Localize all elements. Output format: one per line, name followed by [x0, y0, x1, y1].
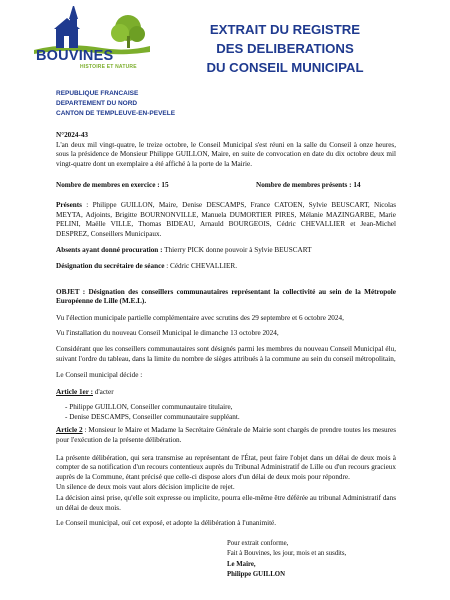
signature-role: Le Maire,	[227, 560, 256, 568]
logo-name: BOUVINES	[36, 48, 114, 64]
intro-paragraph: L'an deux mil vingt-quatre, le treize octobre, le Conseil Municipal s'est réuni en la salle du Conseil à onze heures, sous la présidence de Monsieur Philippe GUILLON, Maire, en suite de convocation en date du dix octobre deux mil vingt-quatre dont un exemplaire a été affiché à la porte de la Mairie.	[56, 140, 396, 168]
designated-list	[65, 403, 396, 422]
object-heading: OBJET : Désignation des conseillers communautaires représentant la collectivité au sein de la Métropole Européenne de Lille (M.E.L).	[56, 287, 396, 306]
vu-election: Vu l'élection municipale partielle complémentaire avec scrutins des 29 septembre et 6 octobre 2024,	[56, 313, 344, 322]
appeal-paragraph: La présente délibération, qui sera transmise au représentant de l'État, peut faire l'objet dans un délai de deux mois à compter de sa notification d'un recours contentieux auprès du Tribunal Administratif de Lille ou d'un recours gracieux auprès de la Commune, étant précisé que celle-ci dispose alors d'un délai de deux mois pour répondre.	[56, 453, 396, 481]
vu-installation: Vu l'installation du nouveau Conseil Municipal le dimanche 13 octobre 2024,	[56, 329, 279, 338]
bouvines-logo	[26, 6, 156, 88]
logo-tagline: HISTOIRE ET NATURE	[80, 64, 137, 70]
absents-text: Thierry PICK donne pouvoir à Sylvie BEUSCART	[162, 246, 312, 255]
republic-line: REPUBLIQUE FRANCAISE	[56, 90, 139, 97]
council-decides: Le Conseil municipal décide :	[56, 371, 143, 380]
presents-paragraph	[56, 201, 396, 239]
signature-block	[227, 539, 396, 581]
department-line: DEPARTEMENT DU NORD	[56, 100, 138, 107]
title-line: DES DELIBERATIONS	[216, 41, 354, 56]
article-1	[56, 388, 396, 398]
members-present: Nombre de membres présents : 14	[256, 181, 361, 190]
article-2-text: : Monsieur le Maire et Madame la Secrétaire Générale de Mairie sont chargés de prendre toutes les mesures pour l'exécution de la présente délibération.	[56, 426, 396, 445]
list-item: - Philippe GUILLON, Conseiller communautaire titulaire,	[65, 403, 233, 412]
presents-label: Présents	[56, 200, 82, 209]
list-item: - Denise DESCAMPS, Conseiller communautaire suppléant.	[65, 412, 240, 421]
secretary-name: : Cédric CHEVALLIER.	[164, 261, 237, 270]
adoption-paragraph: Le Conseil municipal, ouï cet exposé, et adopte la délibération à l'unanimité.	[56, 519, 277, 528]
title-line: DU CONSEIL MUNICIPAL	[206, 60, 364, 75]
deliberation-body	[56, 131, 396, 580]
article-1-label: Article 1er :	[56, 387, 93, 396]
document-title	[180, 20, 390, 77]
article-1-text: d'acter	[92, 387, 114, 396]
deliberation-number: N°2024-43	[56, 131, 89, 139]
signature-line: Fait à Bouvines, les jour, mois et an susdits,	[227, 550, 347, 558]
signature-name: Philippe GUILLON	[227, 571, 285, 579]
presents-list: : Philippe GUILLON, Maire, Denise DESCAMPS, France CATOEN, Sylvie BEUSCART, Nicolas MEYTA, Adjoints, Brigitte BOURNONVILLE, Manuela DUMORTIER PIRES, Mélanie MAZINGARBE, Marie PELINI, Maëlle VILLE, Thomas BIDEAU, Arnauld BOURGEOIS, Cédric CHEVALLIER et Jean-Michel DESPREZ, Conseillers Municipaux.	[56, 200, 396, 238]
article-2	[56, 426, 396, 445]
secretary-line	[56, 262, 396, 272]
members-in-office: Nombre de membres en exercice : 15	[56, 181, 169, 190]
secretary-label: Désignation du secrétaire de séance	[56, 261, 165, 270]
signature-line: Pour extrait conforme,	[227, 539, 289, 547]
absents-line	[56, 246, 396, 256]
absents-label: Absents ayant donné procuration :	[56, 246, 163, 255]
canton-line: CANTON DE TEMPLEUVE-EN-PEVELE	[56, 110, 176, 117]
silence-paragraph: Un silence de deux mois vaut alors décision implicite de rejet.	[56, 483, 235, 492]
article-2-label: Article 2	[56, 426, 83, 435]
administrative-header	[56, 89, 175, 119]
members-count-row	[56, 181, 396, 191]
title-line: EXTRAIT DU REGISTRE	[209, 22, 361, 37]
decision-paragraph: La décision ainsi prise, qu'elle soit expresse ou implicite, pourra elle-même être déférée au tribunal Administratif dans un délai de deux mois.	[56, 494, 396, 512]
considerant-paragraph: Considérant que les conseillers communautaires sont désignés parmi les membres du nouveau Conseil Municipal élu, suivant l'ordre du tableau, dans la limite du nombre de sièges attribués à la commune au sein du conseil métropolitain,	[56, 344, 396, 363]
